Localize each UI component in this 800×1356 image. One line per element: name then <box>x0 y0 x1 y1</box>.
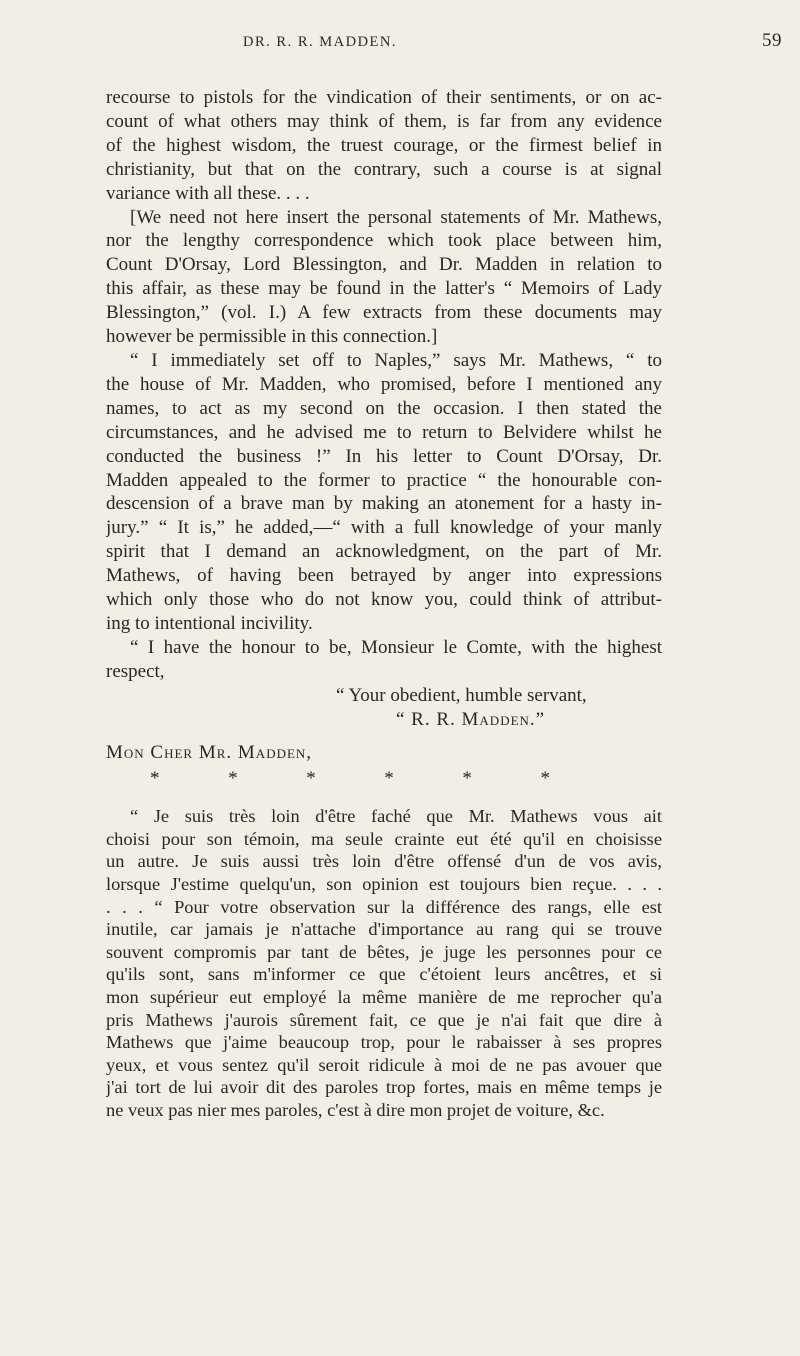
text-line: Madden appealed to the former to practice “ the honourable con- <box>106 469 662 491</box>
asterism-divider <box>106 767 662 791</box>
text-line: mon supérieur eut employé la même manière de me reprocher qu'a <box>106 987 662 1008</box>
text-line: yeux, et vous sentez qu'il seroit ridicule à moi de ne pas avouer que <box>106 1054 662 1075</box>
paragraph <box>106 206 662 349</box>
text-line: circumstances, and he advised me to return to Belvidere whilst he <box>106 421 662 443</box>
text-line: ne veux pas nier mes paroles, c'est à dire mon projet de voiture, &c. <box>106 1100 605 1120</box>
french-letter <box>106 805 662 1121</box>
text-line: names, to act as my second on the occasion. I then stated the <box>106 397 662 419</box>
text-line: Mathews que j'aime beaucoup trop, pour le rabaisser à ses propres <box>106 1032 662 1053</box>
text-line: “ I immediately set off to Naples,” says Mr. Mathews, “ to <box>130 349 662 371</box>
text-line: respect, <box>106 660 165 682</box>
text-line: count of what others may think of them, is far from any evidence <box>106 110 662 132</box>
text-line: spirit that I demand an acknowledgment, on the part of Mr. <box>106 541 662 563</box>
asterisk: * <box>462 768 472 790</box>
text-line: however be permissible in this connection.] <box>106 326 438 348</box>
text-line: variance with all these. . . . <box>106 182 310 204</box>
page-number: 59 <box>762 30 782 51</box>
text-line: “ Je suis très loin d'être faché que Mr. Mathews vous ait <box>130 806 662 827</box>
paragraph <box>106 349 662 636</box>
letter-closing: “ Your obedient, humble servant, <box>336 684 587 706</box>
text-line: un autre. Je suis aussi très loin d'être offensé d'un de vos avis, <box>106 851 662 872</box>
text-line: Count D'Orsay, Lord Blessington, and Dr. Madden in relation to <box>106 254 662 276</box>
text-line: Mathews, of having been betrayed by anger into expressions <box>106 565 662 587</box>
asterisk: * <box>540 768 550 790</box>
text-line: nor the lengthy correspondence which took place between him, <box>106 230 662 252</box>
text-line: jury.” “ It is,” he added,—“ with a full knowledge of your manly <box>106 517 662 539</box>
text-line: conducted the business !” In his letter to Count D'Orsay, Dr. <box>106 445 662 467</box>
text-line: recourse to pistols for the vindication of their sentiments, or on ac- <box>106 87 662 108</box>
letter-salutation: Mon Cher Mr. Madden, <box>106 742 313 764</box>
asterisk: * <box>228 768 238 790</box>
text-line: inutile, car jamais je n'attache d'importance au rang qui se trouve <box>106 919 662 940</box>
letter-signature: “ R. R. Madden.” <box>396 708 546 730</box>
text-line: the house of Mr. Madden, who promised, before I mentioned any <box>106 373 662 395</box>
text-line: qu'ils sont, sans m'informer ce que c'étoient leurs ancêtres, et si <box>106 964 662 985</box>
running-head <box>20 33 620 55</box>
asterisk: * <box>384 768 394 790</box>
text-line: souvent compromis par tant de bêtes, je juge les personnes pour ce <box>106 941 662 962</box>
text-line: Blessington,” (vol. I.) A few extracts from these documents may <box>106 302 662 324</box>
text-line: choisi pour son témoin, ma seule crainte eut été qu'il en choisisse <box>106 828 662 849</box>
text-line: of the highest wisdom, the truest courage, or the firmest belief in <box>106 134 662 156</box>
text-line: descension of a brave man by making an atonement for a hasty in- <box>106 493 662 515</box>
text-line: this affair, as these may be found in the latter's “ Memoirs of Lady <box>106 278 662 300</box>
asterisk: * <box>150 768 160 790</box>
page-body <box>106 86 662 1122</box>
text-line: . . . “ Pour votre observation sur la différence des rangs, elle est <box>106 896 662 917</box>
paragraph <box>106 636 662 684</box>
paragraph <box>106 86 662 206</box>
text-line: “ I have the honour to be, Monsieur le Comte, with the highest <box>130 636 662 658</box>
text-line: pris Mathews j'aurois sûrement fait, ce que je n'ai fait que dire à <box>106 1009 662 1030</box>
text-line: [We need not here insert the personal statements of Mr. Mathews, <box>130 206 662 228</box>
text-line: lorsque J'estime quelqu'un, son opinion est toujours bien reçue. . . . <box>106 874 662 895</box>
text-line: j'ai tort de lui avoir dit des paroles trop fortes, mais en même temps je <box>106 1077 662 1098</box>
text-line: which only those who do not know you, could think of attribut- <box>106 589 662 611</box>
text-line: ing to intentional incivility. <box>106 612 313 634</box>
text-line: christianity, but that on the contrary, such a course is at signal <box>106 158 662 180</box>
running-title: DR. R. R. MADDEN. <box>243 34 397 50</box>
asterisk: * <box>306 768 316 790</box>
